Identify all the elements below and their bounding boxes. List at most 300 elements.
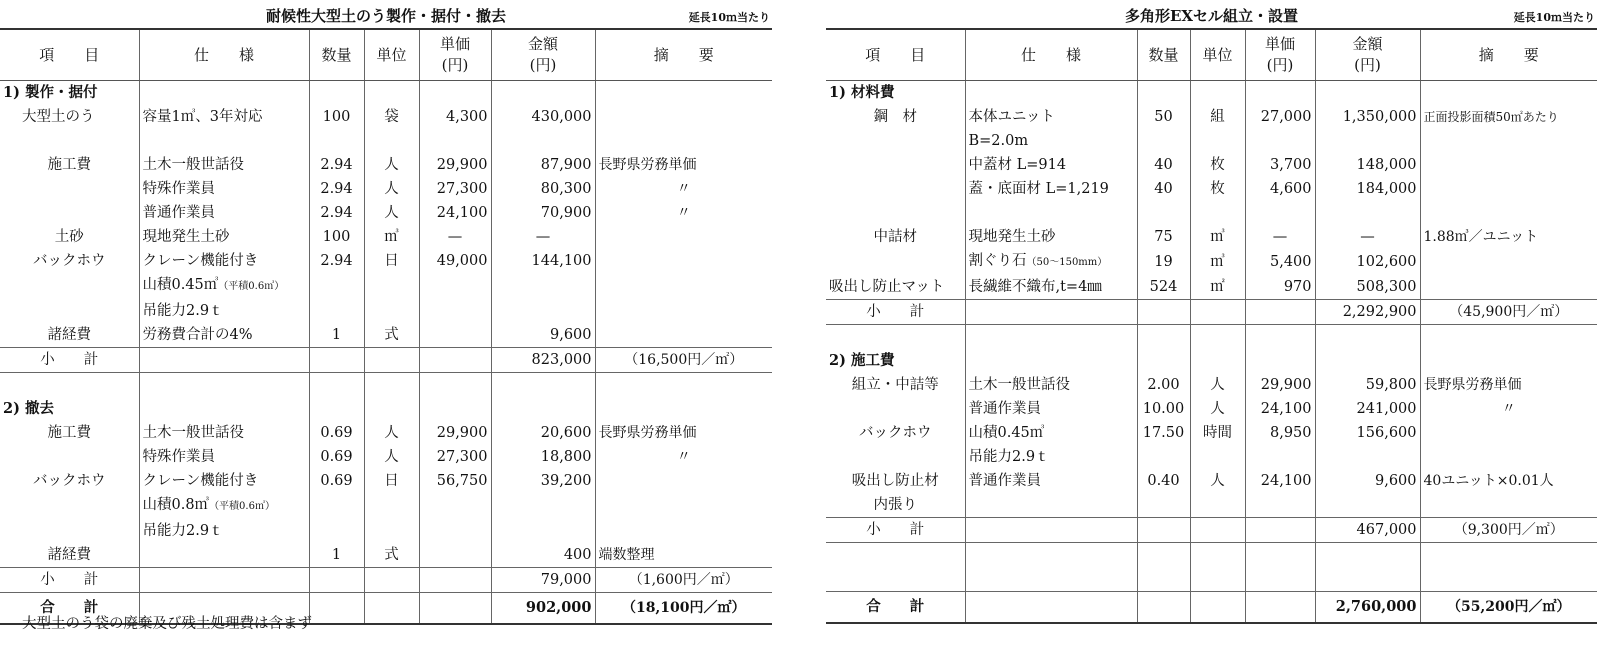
amount-cell: 87,900	[491, 153, 595, 177]
amount-cell: 9,600	[491, 323, 595, 348]
unit-cell	[1190, 81, 1245, 106]
unit-price-cell	[419, 273, 491, 299]
spec-cell	[965, 300, 1137, 325]
amount-cell: 20,600	[491, 421, 595, 445]
table-row	[0, 493, 772, 519]
unit-cell	[1190, 201, 1245, 225]
table-row	[826, 177, 1597, 201]
item-cell	[826, 325, 965, 350]
amount-cell	[1315, 201, 1420, 225]
right-cost-table	[826, 28, 1597, 624]
left-estimate-panel	[0, 0, 772, 632]
amount-cell	[491, 373, 595, 398]
spec-cell: 吊能力2.9ｔ	[965, 445, 1137, 469]
table-row	[826, 493, 1597, 518]
spec-cell	[139, 273, 309, 299]
unit-price-cell: 29,900	[419, 421, 491, 445]
unit-price-cell	[419, 568, 491, 593]
table-row	[0, 543, 772, 568]
item-cell: 内張り	[873, 497, 917, 513]
left-title: 耐候性大型土のう製作・据付・撤去	[265, 7, 506, 25]
spec-cell	[139, 543, 309, 568]
unit-cell: 人	[1190, 373, 1245, 397]
section-row	[826, 81, 1597, 106]
spec-cell	[965, 201, 1137, 225]
spec-cell: 中蓋材 L=914	[965, 153, 1137, 177]
item-cell: 1) 製作・据付	[3, 84, 98, 101]
qty-cell: 100	[309, 225, 364, 249]
remarks-cell: （1,600円／㎡）	[595, 568, 772, 593]
qty-cell	[309, 348, 364, 373]
table-row	[0, 299, 772, 323]
amount-cell	[491, 129, 595, 153]
remarks-cell: （16,500円／㎡）	[595, 348, 772, 373]
qty-cell	[309, 493, 364, 519]
item-cell: 2) 撤去	[3, 400, 54, 417]
qty-cell: 40	[1137, 153, 1190, 177]
item-cell	[0, 445, 139, 469]
header-spec: 仕 様	[965, 29, 1137, 81]
unit-cell: 人	[364, 177, 419, 201]
table-row	[826, 275, 1597, 300]
unit-cell	[1190, 493, 1245, 518]
unit-cell	[364, 273, 419, 299]
table-row	[0, 249, 772, 273]
qty-cell: 100	[309, 105, 364, 129]
unit-price-cell: 5,400	[1245, 249, 1315, 275]
header-item: 項 目	[826, 29, 965, 81]
spec-cell: 特殊作業員	[139, 177, 309, 201]
qty-cell: 2.00	[1137, 373, 1190, 397]
unit-price-cell	[419, 299, 491, 323]
remarks-cell	[1420, 567, 1597, 592]
spec-cell: クレーン機能付き	[139, 469, 309, 493]
header-remarks: 摘 要	[595, 29, 772, 81]
table-row	[826, 129, 1597, 153]
amount-cell	[1315, 81, 1420, 106]
unit-price-cell: 4,300	[419, 105, 491, 129]
qty-cell: 10.00	[1137, 397, 1190, 421]
spec-cell	[139, 568, 309, 593]
unit-cell: 式	[364, 543, 419, 568]
amount-cell	[491, 299, 595, 323]
unit-price-cell: —	[1245, 225, 1315, 249]
remarks-cell	[1420, 543, 1597, 568]
unit-price-cell: 27,000	[1245, 105, 1315, 129]
unit-cell	[364, 348, 419, 373]
remarks-cell	[595, 519, 772, 543]
unit-cell: ㎥	[364, 225, 419, 249]
item-cell	[826, 445, 965, 469]
table-row	[0, 225, 772, 249]
amount-cell: 823,000	[491, 348, 595, 373]
unit-cell	[364, 397, 419, 421]
item-cell: 鋼 材	[873, 109, 917, 125]
item-cell	[826, 543, 965, 568]
spec-cell	[965, 325, 1137, 350]
spec-cell	[965, 592, 1137, 624]
spec-cell: B=2.0m	[965, 129, 1137, 153]
subtotal-row	[826, 300, 1597, 325]
qty-cell: 75	[1137, 225, 1190, 249]
remarks-cell	[1420, 349, 1597, 373]
header-unit: 単位	[364, 29, 419, 81]
unit-cell	[364, 129, 419, 153]
qty-cell: 2.94	[309, 177, 364, 201]
table-row	[0, 153, 772, 177]
item-cell: 施工費	[47, 425, 91, 441]
item-cell: 小 計	[826, 518, 965, 543]
qty-cell	[1137, 493, 1190, 518]
unit-price-cell	[419, 493, 491, 519]
item-cell	[0, 129, 139, 153]
item-cell: 組立・中詰等	[851, 377, 939, 393]
unit-price-cell: —	[419, 225, 491, 249]
unit-cell: 枚	[1190, 177, 1245, 201]
remarks-cell: 〃	[595, 445, 772, 469]
remarks-cell	[595, 493, 772, 519]
unit-cell	[364, 593, 419, 625]
unit-cell	[364, 519, 419, 543]
item-cell: 吸出し防止材	[851, 473, 939, 489]
unit-cell: ㎥	[1190, 249, 1245, 275]
amount-cell	[491, 397, 595, 421]
amount-cell	[491, 81, 595, 106]
amount-cell: 241,000	[1315, 397, 1420, 421]
amount-cell: 467,000	[1315, 518, 1420, 543]
table-row	[0, 105, 772, 129]
qty-cell: 2.94	[309, 249, 364, 273]
amount-cell: —	[491, 225, 595, 249]
table-row	[826, 543, 1597, 568]
amount-cell	[1315, 543, 1420, 568]
spec-cell: 普通作業員	[139, 201, 309, 225]
amount-cell: 80,300	[491, 177, 595, 201]
remarks-cell	[595, 249, 772, 273]
unit-cell	[1190, 543, 1245, 568]
unit-price-cell: 24,100	[419, 201, 491, 225]
unit-price-cell: 56,750	[419, 469, 491, 493]
amount-cell	[491, 273, 595, 299]
amount-cell: 148,000	[1315, 153, 1420, 177]
unit-cell: 日	[364, 249, 419, 273]
spec-note-text: （平積0.6㎥）	[209, 501, 275, 512]
header-spec: 仕 様	[139, 29, 309, 81]
amount-cell: 2,760,000	[1315, 592, 1420, 624]
unit-cell	[1190, 592, 1245, 624]
table-row	[0, 519, 772, 543]
remarks-cell	[1420, 177, 1597, 201]
spec-cell: 労務費合計の4%	[139, 323, 309, 348]
item-cell	[0, 519, 139, 543]
unit-cell: 人	[364, 445, 419, 469]
amount-cell: 400	[491, 543, 595, 568]
unit-cell: 人	[364, 421, 419, 445]
unit-cell: 時間	[1190, 421, 1245, 445]
left-header-row	[0, 29, 772, 81]
item-cell: 合 計	[826, 592, 965, 624]
unit-price-cell	[419, 81, 491, 106]
amount-cell: 9,600	[1315, 469, 1420, 493]
spec-cell: 特殊作業員	[139, 445, 309, 469]
amount-cell	[1315, 567, 1420, 592]
amount-cell: 144,100	[491, 249, 595, 273]
unit-price-cell: 27,300	[419, 445, 491, 469]
subtotal-row	[0, 348, 772, 373]
remarks-cell: 端数整理	[595, 543, 772, 568]
unit-cell	[1190, 445, 1245, 469]
qty-cell	[309, 519, 364, 543]
remarks-cell	[1420, 249, 1597, 275]
spec-cell	[139, 129, 309, 153]
spec-cell	[965, 249, 1137, 275]
spec-cell: 山積0.45㎥	[965, 421, 1137, 445]
table-row	[826, 469, 1597, 493]
unit-cell: ㎡	[1190, 275, 1245, 300]
spec-cell: 容量1㎥、3年対応	[139, 105, 309, 129]
item-cell	[0, 299, 139, 323]
remarks-cell: 長野県労務単価	[1420, 373, 1597, 397]
remarks-cell	[1420, 153, 1597, 177]
unit-cell	[1190, 518, 1245, 543]
qty-cell	[1137, 349, 1190, 373]
table-row	[0, 201, 772, 225]
item-cell	[0, 201, 139, 225]
header-unit-price: 単価 (円)	[419, 29, 491, 81]
unit-cell	[1190, 325, 1245, 350]
total-row	[826, 592, 1597, 624]
left-title-bar	[0, 0, 772, 28]
item-cell	[826, 397, 965, 421]
amount-cell: 79,000	[491, 568, 595, 593]
item-cell: バックホウ	[859, 425, 932, 441]
qty-cell	[1137, 300, 1190, 325]
spec-cell: 吊能力2.9ｔ	[139, 519, 309, 543]
remarks-cell	[1420, 81, 1597, 106]
remarks-cell	[595, 225, 772, 249]
table-row	[0, 421, 772, 445]
remarks-cell	[1420, 201, 1597, 225]
header-item: 項 目	[0, 29, 139, 81]
qty-cell: 1	[309, 543, 364, 568]
amount-cell: 39,200	[491, 469, 595, 493]
spec-cell	[139, 397, 309, 421]
unit-cell	[364, 568, 419, 593]
item-cell: 諸経費	[47, 547, 91, 563]
unit-price-cell	[1245, 543, 1315, 568]
spec-text: 山積0.45㎥	[142, 277, 219, 293]
unit-cell	[364, 81, 419, 106]
spec-cell	[965, 81, 1137, 106]
unit-price-cell	[1245, 567, 1315, 592]
remarks-cell: （55,200円／㎡）	[1420, 592, 1597, 624]
amount-cell: 430,000	[491, 105, 595, 129]
unit-cell: 式	[364, 323, 419, 348]
subtotal-row	[826, 518, 1597, 543]
qty-cell: 524	[1137, 275, 1190, 300]
header-qty: 数量	[309, 29, 364, 81]
spec-cell	[965, 518, 1137, 543]
qty-cell: 2.94	[309, 201, 364, 225]
unit-price-cell	[419, 373, 491, 398]
qty-cell: 19	[1137, 249, 1190, 275]
section-row	[826, 349, 1597, 373]
item-cell	[826, 129, 965, 153]
item-cell: 1) 材料費	[829, 84, 895, 101]
item-cell	[0, 273, 139, 299]
unit-price-cell: 29,900	[1245, 373, 1315, 397]
remarks-cell: 長野県労務単価	[595, 421, 772, 445]
unit-cell: 日	[364, 469, 419, 493]
qty-cell: 0.69	[309, 445, 364, 469]
table-row	[826, 225, 1597, 249]
spec-note-text: （50～150mm）	[1026, 257, 1108, 268]
header-remarks: 摘 要	[1420, 29, 1597, 81]
spec-cell: 土木一般世話役	[139, 421, 309, 445]
spec-cell	[139, 348, 309, 373]
qty-cell: 0.40	[1137, 469, 1190, 493]
item-cell: 大型土のう	[22, 109, 95, 125]
unit-cell	[364, 373, 419, 398]
unit-cell: 人	[364, 201, 419, 225]
spec-cell	[965, 543, 1137, 568]
qty-cell: 0.69	[309, 421, 364, 445]
item-cell	[826, 567, 965, 592]
unit-price-cell	[1245, 445, 1315, 469]
right-estimate-panel	[826, 0, 1597, 624]
spec-cell: 土木一般世話役	[965, 373, 1137, 397]
unit-price-cell	[419, 129, 491, 153]
item-cell	[0, 373, 139, 398]
table-row	[826, 421, 1597, 445]
unit-price-cell: 3,700	[1245, 153, 1315, 177]
spec-note-text: （平積0.6㎥）	[218, 281, 285, 292]
left-footnote: 大型土のう袋の廃棄及び残土処理費は含まず	[22, 616, 312, 632]
unit-price-cell: 27,300	[419, 177, 491, 201]
unit-price-cell	[1245, 349, 1315, 373]
amount-cell	[1315, 445, 1420, 469]
unit-price-cell	[1245, 300, 1315, 325]
remarks-cell	[1420, 445, 1597, 469]
qty-cell	[309, 273, 364, 299]
unit-cell	[1190, 300, 1245, 325]
unit-price-cell	[1245, 493, 1315, 518]
qty-cell	[309, 81, 364, 106]
item-cell: 諸経費	[47, 327, 91, 343]
item-cell	[0, 177, 139, 201]
unit-price-cell	[419, 348, 491, 373]
remarks-cell: 正面投影面積50㎡あたり	[1420, 105, 1597, 129]
qty-cell: 2.94	[309, 153, 364, 177]
amount-cell	[1315, 493, 1420, 518]
amount-cell: 156,600	[1315, 421, 1420, 445]
qty-cell	[1137, 543, 1190, 568]
unit-cell	[364, 493, 419, 519]
spec-cell: 土木一般世話役	[139, 153, 309, 177]
unit-cell	[1190, 129, 1245, 153]
amount-cell: —	[1315, 225, 1420, 249]
qty-cell: 1	[309, 323, 364, 348]
table-row	[0, 445, 772, 469]
qty-cell: 0.69	[309, 469, 364, 493]
amount-cell	[491, 519, 595, 543]
unit-price-cell: 49,000	[419, 249, 491, 273]
remarks-cell	[595, 273, 772, 299]
section-row	[0, 81, 772, 106]
amount-cell	[491, 493, 595, 519]
qty-cell	[309, 593, 364, 625]
item-cell: バックホウ	[33, 473, 106, 489]
section-row	[0, 397, 772, 421]
spec-cell: 普通作業員	[965, 469, 1137, 493]
remarks-cell	[595, 81, 772, 106]
table-row	[0, 273, 772, 299]
spec-cell: 蓋・底面材 L=1,219	[965, 177, 1137, 201]
remarks-cell: 〃	[1420, 397, 1597, 421]
qty-cell	[309, 373, 364, 398]
remarks-cell	[595, 299, 772, 323]
right-table-body	[826, 81, 1597, 624]
remarks-cell	[1420, 325, 1597, 350]
table-row	[826, 201, 1597, 225]
unit-price-cell: 29,900	[419, 153, 491, 177]
header-unit-price: 単価 (円)	[1245, 29, 1315, 81]
unit-cell: 袋	[364, 105, 419, 129]
table-row	[826, 325, 1597, 350]
spec-cell: 普通作業員	[965, 397, 1137, 421]
remarks-cell	[595, 373, 772, 398]
unit-price-cell	[1245, 201, 1315, 225]
item-cell: 施工費	[47, 157, 91, 173]
unit-price-cell: 24,100	[1245, 397, 1315, 421]
unit-price-cell	[419, 519, 491, 543]
table-row	[0, 177, 772, 201]
qty-cell	[1137, 325, 1190, 350]
remarks-cell	[595, 397, 772, 421]
spec-cell: 長繊維不織布,t=4㎜	[965, 275, 1137, 300]
amount-cell: 102,600	[1315, 249, 1420, 275]
item-cell	[826, 201, 965, 225]
table-row	[826, 153, 1597, 177]
header-qty: 数量	[1137, 29, 1190, 81]
unit-cell: 人	[1190, 397, 1245, 421]
qty-cell	[1137, 567, 1190, 592]
right-header-row	[826, 29, 1597, 81]
right-title-bar	[826, 0, 1597, 28]
spec-cell	[965, 349, 1137, 373]
unit-price-cell	[1245, 129, 1315, 153]
amount-cell: 1,350,000	[1315, 105, 1420, 129]
qty-cell	[1137, 201, 1190, 225]
qty-cell	[1137, 81, 1190, 106]
remarks-cell: 1.88㎥／ユニット	[1420, 225, 1597, 249]
item-cell: 合 計	[0, 593, 139, 625]
spec-cell: クレーン機能付き	[139, 249, 309, 273]
spec-cell	[965, 493, 1137, 518]
qty-cell	[1137, 592, 1190, 624]
item-cell: 小 計	[0, 348, 139, 373]
remarks-cell	[1420, 421, 1597, 445]
amount-cell: 59,800	[1315, 373, 1420, 397]
item-cell: 土砂	[54, 229, 84, 245]
amount-cell: 18,800	[491, 445, 595, 469]
amount-cell: 184,000	[1315, 177, 1420, 201]
qty-cell: 40	[1137, 177, 1190, 201]
header-amount: 金額 (円)	[1315, 29, 1420, 81]
unit-cell: ㎥	[1190, 225, 1245, 249]
table-row	[826, 445, 1597, 469]
amount-cell	[1315, 349, 1420, 373]
